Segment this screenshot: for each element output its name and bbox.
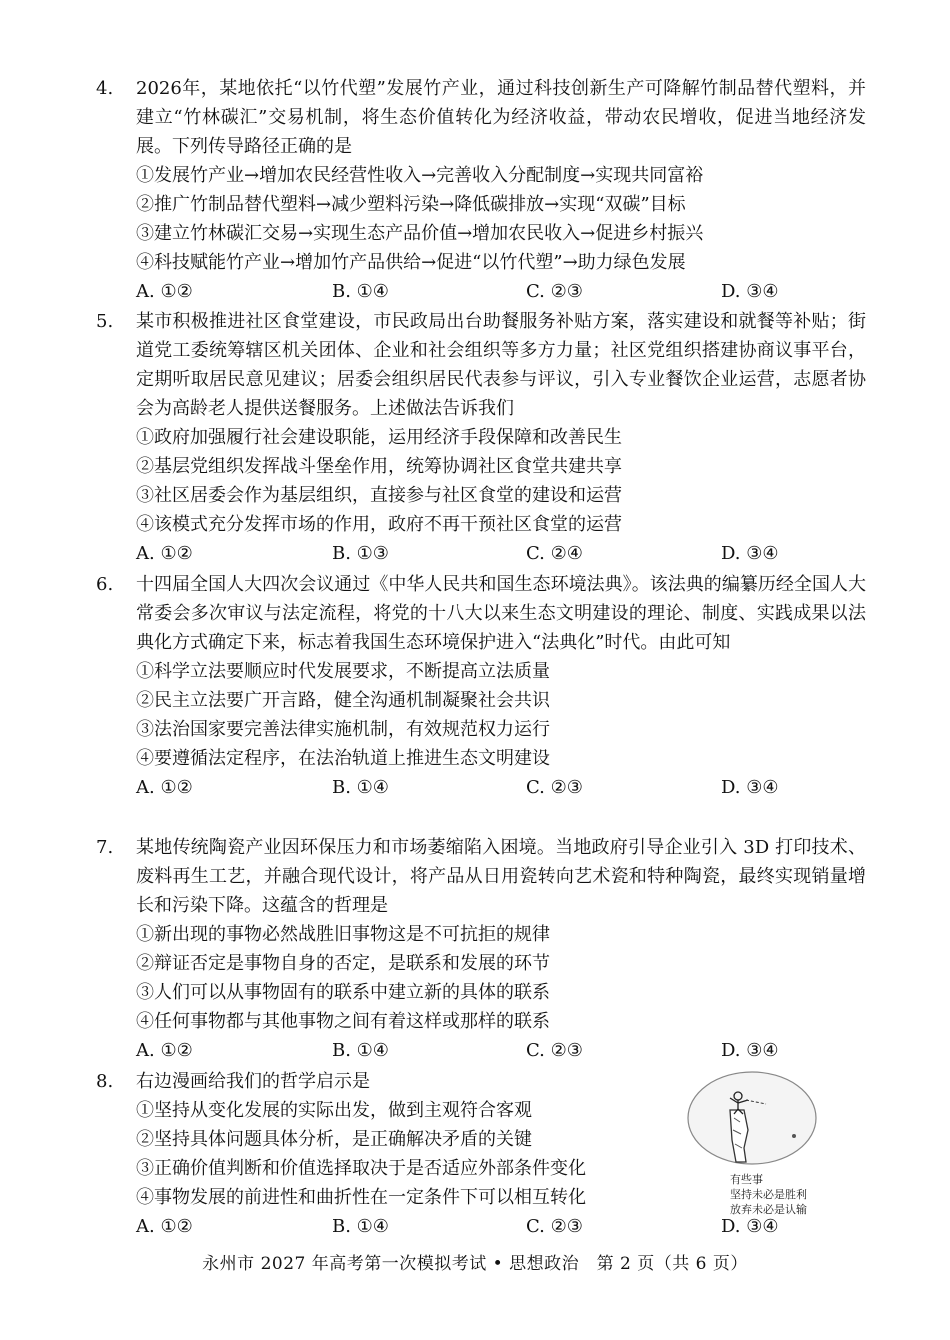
choice-c: C. ②③ [526, 1040, 583, 1061]
option-2: ②民主立法要广开言路，健全沟通机制凝聚社会共识 [136, 690, 550, 711]
choice-d: D. ③④ [721, 1040, 779, 1061]
choice-d: D. ③④ [721, 777, 779, 798]
question-number: 6. [96, 574, 114, 595]
option-3: ③正确价值判断和价值选择取决于是否适应外部条件变化 [136, 1158, 586, 1179]
caption-line: 放弃未必是认输 [730, 1203, 807, 1216]
answer-choices [136, 1036, 866, 1065]
option-4: ④要遵循法定程序，在法治轨道上推进生态文明建设 [136, 748, 550, 769]
option-2: ②基层党组织发挥战斗堡垒作用，统筹协调社区食堂共建共享 [136, 456, 622, 477]
option-2: ②辩证否定是事物自身的否定，是联系和发展的环节 [136, 953, 550, 974]
question-number: 4. [96, 78, 114, 99]
choice-b: B. ①④ [332, 1040, 389, 1061]
question-number: 7. [96, 837, 114, 858]
choice-a: A. ①② [136, 543, 193, 564]
choice-b: B. ①④ [332, 1216, 389, 1237]
question-6 [96, 570, 866, 802]
question-5 [96, 307, 866, 568]
option-3: ③社区居委会作为基层组织，直接参与社区食堂的建设和运营 [136, 485, 622, 506]
choice-c: C. ②③ [526, 1216, 583, 1237]
choice-a: A. ①② [136, 281, 193, 302]
option-3: ③建立竹林碳汇交易→实现生态产品价值→增加农民收入→促进乡村振兴 [136, 223, 704, 244]
choice-a: A. ①② [136, 1040, 193, 1061]
choice-d: D. ③④ [721, 1216, 779, 1237]
caption-line: 坚持未必是胜利 [730, 1188, 807, 1201]
option-2: ②坚持具体问题具体分析，是正确解决矛盾的关键 [136, 1129, 532, 1150]
choice-b: B. ①③ [332, 543, 389, 564]
option-4: ④该模式充分发挥市场的作用，政府不再干预社区食堂的运营 [136, 514, 622, 535]
option-1: ①科学立法要顺应时代发展要求，不断提高立法质量 [136, 661, 550, 682]
question-number: 5. [96, 311, 114, 332]
option-4: ④科技赋能竹产业→增加竹产品供给→促进“以竹代塑”→助力绿色发展 [136, 252, 686, 273]
option-1: ①坚持从变化发展的实际出发，做到主观符合客观 [136, 1100, 532, 1121]
choice-c: C. ②④ [526, 543, 583, 564]
question-stem: 十四届全国人大四次会议通过《中华人民共和国生态环境法典》。该法典的编纂历经全国人大常委会多次审议与法定流程，将党的十八大以来生态文明建设的理论、制度、实践成果以法典化方式确定下来，标志着我国生态环境保护进入“法典化”时代。由此可知 [136, 574, 866, 653]
answer-choices [136, 773, 866, 802]
question-stem: 某市积极推进社区食堂建设，市民政局出台助餐服务补贴方案，落实建设和就餐等补贴；街道党工委统筹辖区机关团体、企业和社会组织等多方力量；社区党组织搭建协商议事平台，定期听取居民意见建议；居委会组织居民代表参与评议，引入专业餐饮企业运营，志愿者协会为高龄老人提供送餐服务。上述做法告诉我们 [136, 311, 866, 419]
choice-d: D. ③④ [721, 281, 779, 302]
choice-c: C. ②③ [526, 281, 583, 302]
option-1: ①发展竹产业→增加农民经营性收入→完善收入分配制度→实现共同富裕 [136, 165, 704, 186]
caption-line: 有些事 [730, 1173, 763, 1186]
question-stem: 2026年，某地依托“以竹代塑”发展竹产业，通过科技创新生产可降解竹制品替代塑料，并建立“竹林碳汇”交易机制，将生态价值转化为经济收益，带动农民增收，促进当地经济发展。下列传导路径正确的是 [136, 78, 866, 157]
option-1: ①新出现的事物必然战胜旧事物这是不可抗拒的规律 [136, 924, 550, 945]
page-footer: 永州市 2027 年高考第一次模拟考试 • 思想政治 第 2 页（共 6 页） [202, 1254, 748, 1274]
choice-b: B. ①④ [332, 281, 389, 302]
cartoon-caption [730, 1172, 807, 1217]
option-4: ④任何事物都与其他事物之间有着这样或那样的联系 [136, 1011, 550, 1032]
choice-c: C. ②③ [526, 777, 583, 798]
option-3: ③法治国家要完善法律实施机制，有效规范权力运行 [136, 719, 550, 740]
question-stem: 右边漫画给我们的哲学启示是 [136, 1071, 370, 1092]
option-1: ①政府加强履行社会建设职能，运用经济手段保障和改善民生 [136, 427, 622, 448]
option-4: ④事物发展的前进性和曲折性在一定条件下可以相互转化 [136, 1187, 586, 1208]
choice-a: A. ①② [136, 777, 193, 798]
choice-a: A. ①② [136, 1216, 193, 1237]
question-4 [96, 74, 866, 306]
question-stem: 某地传统陶瓷产业因环保压力和市场萎缩陷入困境。当地政府引导企业引入 3D 打印技术、废料再生工艺，并融合现代设计，将产品从日用瓷转向艺术瓷和特种陶瓷，最终实现销量增长和污染下降。这蕴含的哲理是 [136, 837, 866, 916]
choice-b: B. ①④ [332, 777, 389, 798]
question-number: 8. [96, 1071, 114, 1092]
answer-choices [136, 277, 866, 306]
answer-choices [136, 539, 866, 568]
question-7 [96, 833, 866, 1065]
option-3: ③人们可以从事物固有的联系中建立新的具体的联系 [136, 982, 550, 1003]
option-2: ②推广竹制品替代塑料→减少塑料污染→降低碳排放→实现“双碳”目标 [136, 194, 686, 215]
choice-d: D. ③④ [721, 543, 779, 564]
